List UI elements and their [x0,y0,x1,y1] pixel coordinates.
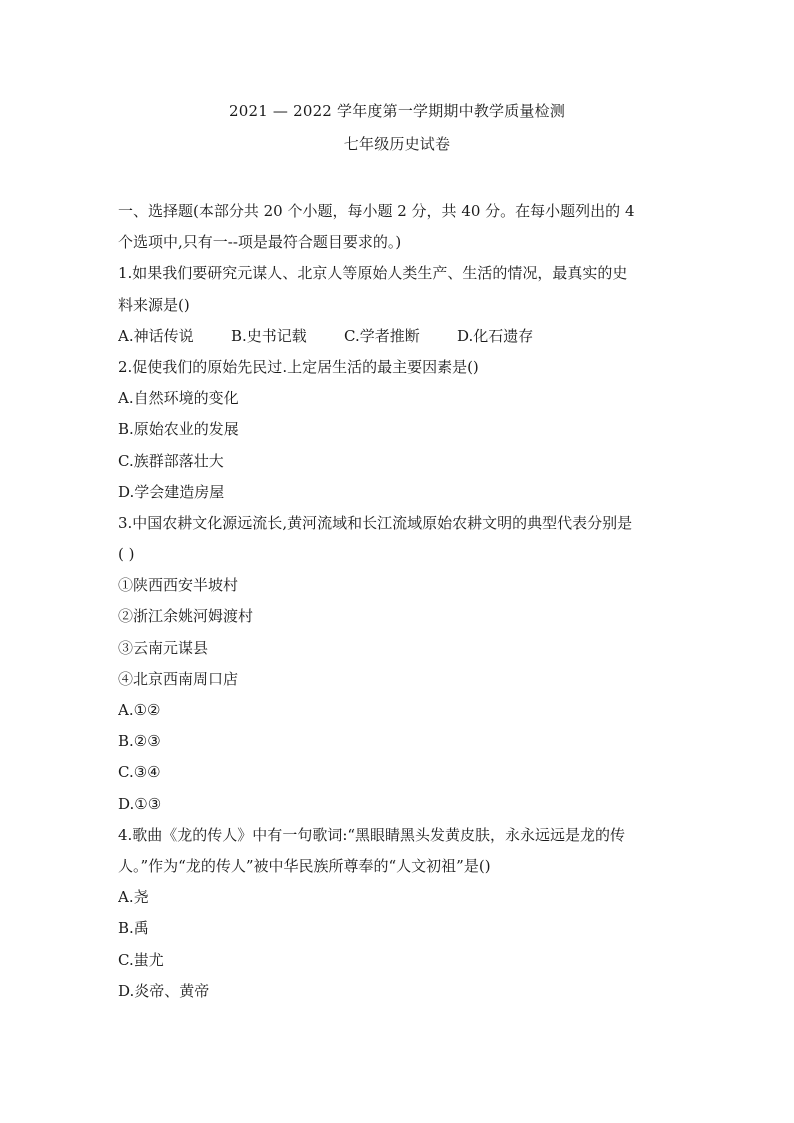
question-1-stem-line-1: 1.如果我们要研究元谋人、北京人等原始人类生产、生活的情况，最真实的史 [118,264,628,283]
question-3-stem-line-2: ( ) [118,545,135,564]
question-3-item-2: ②浙江余姚河姆渡村 [118,607,254,626]
exam-content [118,196,680,1007]
question-2-option-d: D.学会建造房屋 [118,482,225,501]
question-4-option-a: A.尧 [118,888,149,907]
question-3-stem-line-1: 3.中国农耕文化源远流长,黄河流域和长江流域原始农耕文明的典型代表分别是 [118,513,633,532]
question-3-item-1: ①陕西西安半坡村 [118,576,239,595]
question-3-item-4: ④北京西南周口店 [118,669,239,688]
question-3-option-c: C.③④ [118,763,161,782]
exam-title: 2021 — 2022 学年度第一学期期中教学质量检测 [228,102,566,120]
question-1-option-a: A.神话传说 [118,326,194,345]
question-3-option-a: A.①② [118,701,161,719]
section-instruction-line-2: 个选项中,只有一--项是最符合题目要求的。) [118,233,402,252]
question-3-option-b: B.②③ [118,732,161,751]
question-1-option-b: B.史书记载 [231,326,307,345]
question-1-stem-line-2: 料来源是() [118,295,190,314]
question-2-option-a: A.自然环境的变化 [118,389,239,408]
question-4-stem-line-1: 4.歌曲《龙的传人》中有一句歌词:“黑眼睛黑头发黄皮肤，永永远远是龙的传 [118,825,626,844]
question-1-options [118,321,680,352]
question-3-item-3: ③云南元谋县 [118,638,209,657]
question-2-stem: 2.促使我们的原始先民过.上定居生活的最主要因素是() [118,357,479,376]
section-instruction-line-1: 一、选择题(本部分共 20 个小题，每小题 2 分，共 40 分。在每小题列出的 4 [118,202,635,220]
question-1-option-d: D.化石遗存 [457,326,534,345]
question-4-stem-line-2: 人。”作为“龙的传人”被中华民族所尊奉的“人文初祖”是() [118,856,491,875]
question-2-option-c: C.族群部落壮大 [118,451,224,470]
question-4-option-b: B.禹 [118,919,149,938]
question-4-option-c: C.蚩尤 [118,950,164,969]
question-2-option-b: B.原始农业的发展 [118,420,239,439]
question-3-option-d: D.①③ [118,794,162,813]
question-1-option-c: C.学者推断 [344,326,420,345]
exam-subtitle: 七年级历史试卷 [343,135,451,153]
question-4-option-d: D.炎帝、黄帝 [118,981,210,1000]
